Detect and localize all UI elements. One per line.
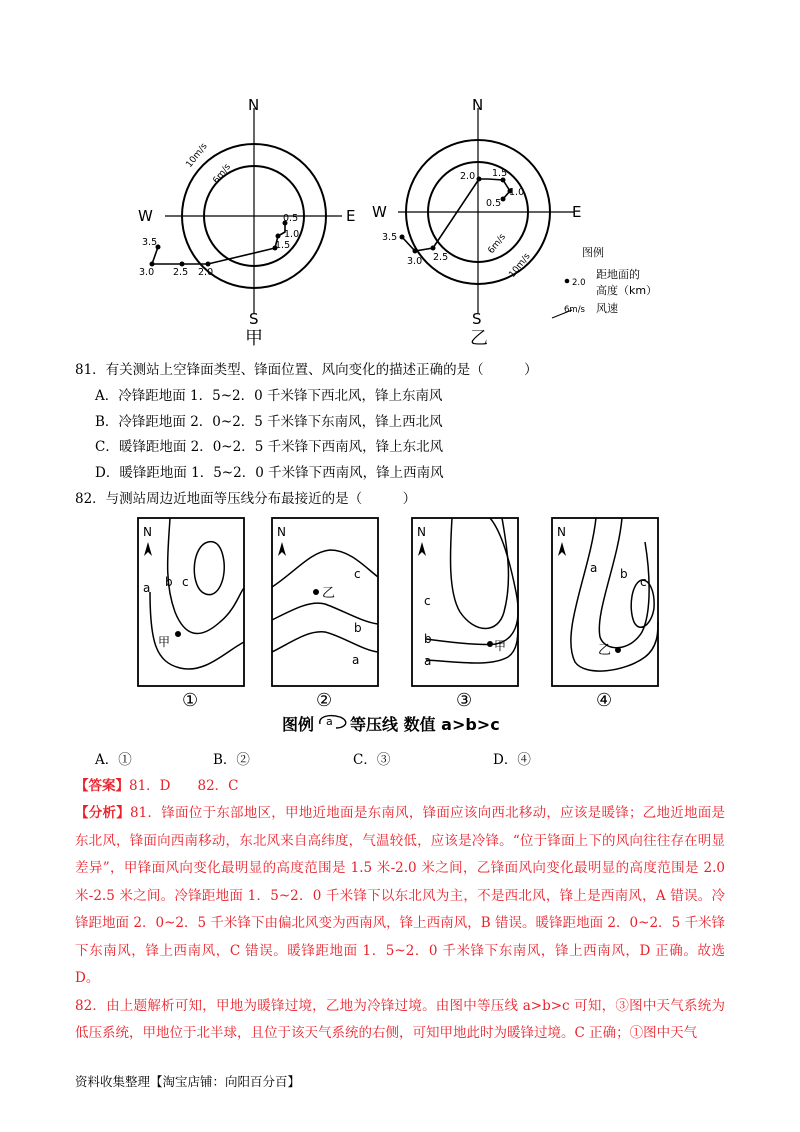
page-footer: 资料收集整理【淘宝店铺：向阳百分百】	[75, 1074, 301, 1089]
map-3-num: ③	[456, 690, 473, 711]
map-3-label-c: c	[424, 594, 431, 608]
yi-pt-0.5: 0.5	[486, 198, 502, 209]
q81-option-b[interactable]: B．冷锋距地面 2．0~2．5 千米锋下东南风，锋上西北风	[95, 414, 443, 430]
legend-title: 图例	[582, 246, 604, 259]
map-1-label-a: a	[143, 581, 151, 595]
map-1-label-c: c	[182, 575, 189, 589]
jia-pt-3.0: 3.0	[139, 267, 155, 278]
map-3-label-b: b	[424, 632, 432, 646]
map-2-label-b: b	[354, 621, 362, 635]
map-4-label-a: a	[590, 561, 598, 575]
map-1-north: N	[143, 525, 152, 539]
answer-text: 81．D 82．C	[129, 778, 239, 794]
jia-pt-3.5: 3.5	[142, 237, 158, 248]
map-4-north: N	[557, 525, 566, 539]
compass-south: S	[249, 310, 259, 328]
analysis-p1-text: 81．锋面位于东部地区，甲地近地面是东南风，锋面应该向西北移动，应该是暖锋；乙地近地面是东北风，锋面向西南移动，东北风来自高纬度，气温较低，应该是冷锋。“位于锋面上下的风向往往存在明显差异”，甲锋面风向变化最明显的高度范围是 1.5 米-2.0 米之间，乙锋面风向变化最明显的高度范围是 2.0 米-2.5 米之间。冷锋距地面 1．5~2．0 千米锋下以东北风为主，不是西北风，锋上是西南风，A 错误。冷锋距地面 2．0~2．5 千米锋下由偏北风变为西南风，锋上西南风，B 错误。暖锋距地面 2．0~2．5 千米锋下东南风，锋上西南风，C 错误。暖锋距地面 1．5~2．0 千米锋下东南风，锋上西南风，D 正确。故选 D。	[75, 805, 725, 986]
map-2-label-c: c	[354, 567, 361, 581]
map-1-num: ①	[182, 690, 199, 711]
hodograph-yi	[398, 108, 575, 313]
map-2-frame	[272, 518, 378, 686]
q81-stem: 81．有关测站上空锋面类型、锋面位置、风向变化的描述正确的是（ ）	[75, 362, 538, 378]
map-1-station: 甲	[158, 635, 171, 649]
map-4-num: ④	[596, 690, 613, 711]
hodograph-figure	[120, 88, 680, 350]
compass-north: N	[248, 96, 260, 114]
map-2-station: 乙	[322, 586, 336, 601]
isobar-legend-prefix: 图例	[282, 715, 315, 734]
answer-tag: 【答案】	[75, 778, 129, 794]
q81-option-d[interactable]: D．暖锋距地面 1．5~2．0 千米锋下西南风，锋上西南风	[95, 465, 444, 481]
map-2-north: N	[277, 525, 286, 539]
map-2-num: ②	[316, 690, 333, 711]
compass-north-yi: N	[472, 96, 484, 114]
q82-choice-a[interactable]: A．①	[95, 752, 132, 768]
q82-choice-b[interactable]: B．②	[213, 752, 250, 768]
jia-ring-outer-label: 10m/s	[184, 141, 210, 170]
q82-stem: 82．与测站周边近地面等压线分布最接近的是（ ）	[75, 491, 417, 507]
answer-line	[75, 776, 239, 796]
q82-choice-d[interactable]: D．④	[493, 752, 531, 768]
compass-east: E	[346, 207, 356, 225]
jia-pt-2.5: 2.5	[173, 267, 189, 278]
legend-dot-label-2: 高度（km）	[596, 284, 658, 297]
legend-dot-value: 2.0	[572, 278, 586, 288]
yi-pt-1.0: 1.0	[509, 187, 525, 198]
legend-arrow-value: 6m/s	[564, 305, 585, 315]
jia-pt-1.5: 1.5	[275, 240, 291, 251]
map-2-label-a: a	[352, 653, 360, 667]
map-1-label-b: b	[165, 575, 173, 589]
q82-choice-c[interactable]: C．③	[353, 752, 391, 768]
map-4-label-b: b	[620, 567, 628, 581]
yi-ring-outer-label: 10m/s	[507, 251, 533, 280]
jia-ring-inner-label: 6m/s	[211, 162, 234, 186]
map-1-frame	[138, 518, 244, 686]
compass-west: W	[138, 207, 153, 225]
map-4-label-c: c	[640, 575, 647, 589]
jia-pt-1.0: 1.0	[284, 229, 300, 240]
compass-south-yi: S	[472, 310, 482, 328]
yi-ring-inner-label: 6m/s	[486, 232, 509, 256]
jia-name: 甲	[245, 328, 263, 349]
yi-pt-1.5: 1.5	[492, 168, 508, 179]
hodograph-jia	[152, 108, 342, 313]
map-3-north: N	[417, 525, 426, 539]
q81-option-c[interactable]: C．暖锋距地面 2．0~2．5 千米锋下西南风，锋上东北风	[95, 439, 444, 455]
map-3-label-a: a	[424, 654, 432, 668]
yi-pt-3.0: 3.0	[407, 256, 423, 267]
analysis-p2: 82．由上题解析可知，甲地为暖锋过境，乙地为冷锋过境。由图中等压线 a>b>c 可知，③图中天气系统为低压系统，甲地位于北半球，且位于该天气系统的右侧，可知甲地此时为暖锋过境。C 正确；①图中天气	[75, 997, 725, 1041]
jia-pt-0.5: 0.5	[283, 213, 299, 224]
map-3-station: 甲	[494, 639, 507, 653]
map-4-frame	[552, 518, 658, 686]
isobar-legend-symbol: a	[326, 715, 333, 728]
hodograph-legend	[552, 245, 657, 318]
yi-pt-3.5: 3.5	[382, 232, 398, 243]
isobar-legend-text: 等压线 数值 a>b>c	[350, 715, 500, 734]
map-4-station: 乙	[598, 643, 612, 658]
legend-arrow-label: 风速	[596, 302, 618, 315]
yi-pt-2.5: 2.5	[433, 252, 449, 263]
yi-name: 乙	[470, 328, 488, 349]
yi-pt-2.0: 2.0	[460, 171, 476, 182]
analysis-p1	[75, 800, 725, 993]
compass-west-yi: W	[372, 203, 387, 221]
analysis-block	[75, 800, 725, 1048]
jia-pt-2.0: 2.0	[198, 267, 214, 278]
isobar-maps-figure	[130, 512, 675, 742]
q81-option-a[interactable]: A．冷锋距地面 1．5~2．0 千米锋下西北风，锋上东南风	[95, 388, 443, 404]
compass-east-yi: E	[572, 203, 582, 221]
legend-dot-label-1: 距地面的	[596, 268, 640, 281]
analysis-tag: 【分析】	[75, 805, 131, 821]
